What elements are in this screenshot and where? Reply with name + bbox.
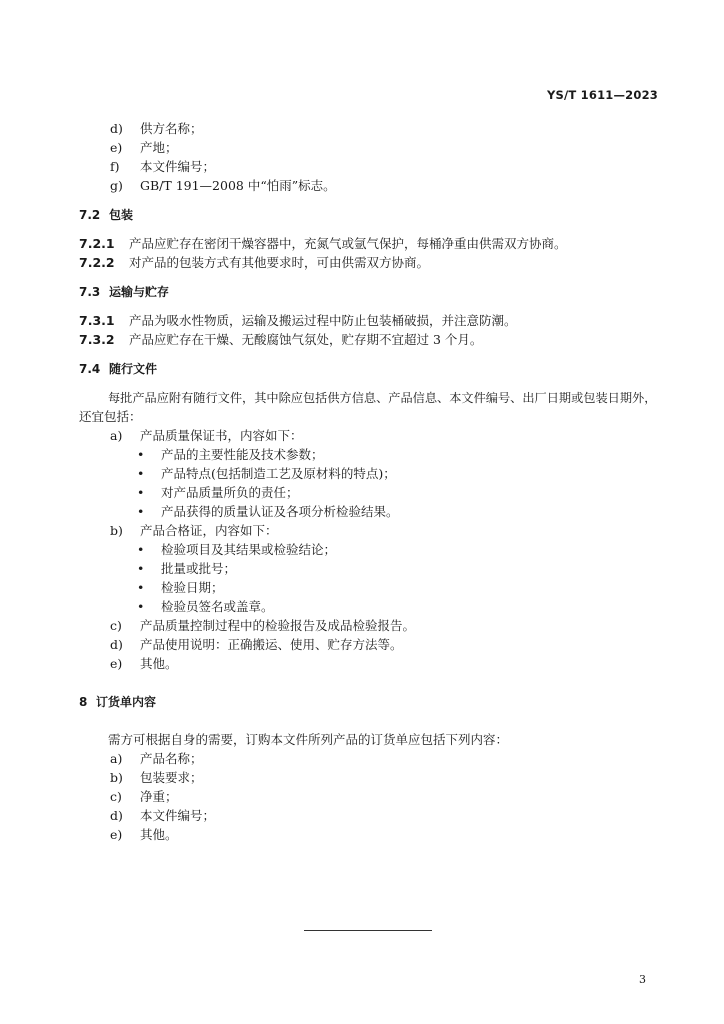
bullet-item: • 产品特点(包括制造工艺及原材料的特点)；	[137, 466, 396, 481]
clause-7-3-2: 7.3.2 产品应贮存在干燥、无酸腐蚀气氛处，贮存期不宜超过 3 个月。	[79, 332, 483, 347]
section-heading-7-4: 7.4 随行文件	[79, 362, 158, 376]
paragraph-8-intro: 需方可根据自身的需要，订购本文件所列产品的订货单应包括下列内容：	[108, 732, 509, 747]
list-item: a) 产品名称；	[110, 751, 203, 766]
section-heading-7-3: 7.3 运输与贮存	[79, 285, 170, 299]
list-item: c) 产品质量控制过程中的检验报告及成品检验报告。	[110, 618, 416, 633]
list-item: a) 产品质量保证书，内容如下：	[110, 428, 303, 443]
bullet-item: • 检验日期；	[137, 580, 224, 595]
list-item: f) 本文件编号；	[110, 159, 216, 174]
bullet-item: • 检验员签名或盖章。	[137, 599, 274, 614]
list-item: e) 产地；	[110, 140, 178, 155]
clause-7-3-1: 7.3.1 产品为吸水性物质，运输及搬运过程中防止包装桶破损，并注意防潮。	[79, 313, 517, 328]
clause-7-2-2: 7.2.2 对产品的包装方式有其他要求时，可由供需双方协商。	[79, 255, 430, 270]
bullet-item: • 批量或批号；	[137, 561, 237, 576]
list-item: e) 其他。	[110, 656, 178, 671]
list-item: g) GB/T 191—2008 中“怕雨”标志。	[110, 178, 336, 193]
list-item: d) 供方名称；	[110, 121, 203, 136]
section-heading-8: 8 订货单内容	[79, 695, 157, 709]
page-number: 3	[639, 973, 646, 986]
bullet-item: • 产品获得的质量认证及各项分析检验结果。	[137, 504, 399, 519]
list-item: d) 本文件编号；	[110, 808, 216, 823]
document-code: YS/T 1611—2023	[547, 88, 658, 102]
clause-7-2-1: 7.2.1 产品应贮存在密闭干燥容器中，充氮气或氩气保护，每桶净重由供需双方协商。	[79, 236, 567, 251]
bullet-item: • 产品的主要性能及技术参数；	[137, 447, 324, 462]
bullet-item: • 检验项目及其结果或检验结论；	[137, 542, 337, 557]
list-item: c) 净重；	[110, 789, 178, 804]
list-item: b) 产品合格证，内容如下：	[110, 523, 278, 538]
list-item: d) 产品使用说明：正确搬运、使用、贮存方法等。	[110, 637, 403, 652]
list-item: e) 其他。	[110, 827, 178, 842]
end-rule	[304, 930, 432, 931]
bullet-item: • 对产品质量所负的责任；	[137, 485, 299, 500]
paragraph-7-4-intro-cont: 还宜包括：	[79, 409, 142, 424]
section-heading-7-2: 7.2 包装	[79, 208, 134, 222]
list-item: b) 包装要求；	[110, 770, 203, 785]
paragraph-7-4-intro: 每批产品应附有随行文件，其中除应包括供方信息、产品信息、本文件编号、出厂日期或包装日期外，	[108, 391, 657, 405]
